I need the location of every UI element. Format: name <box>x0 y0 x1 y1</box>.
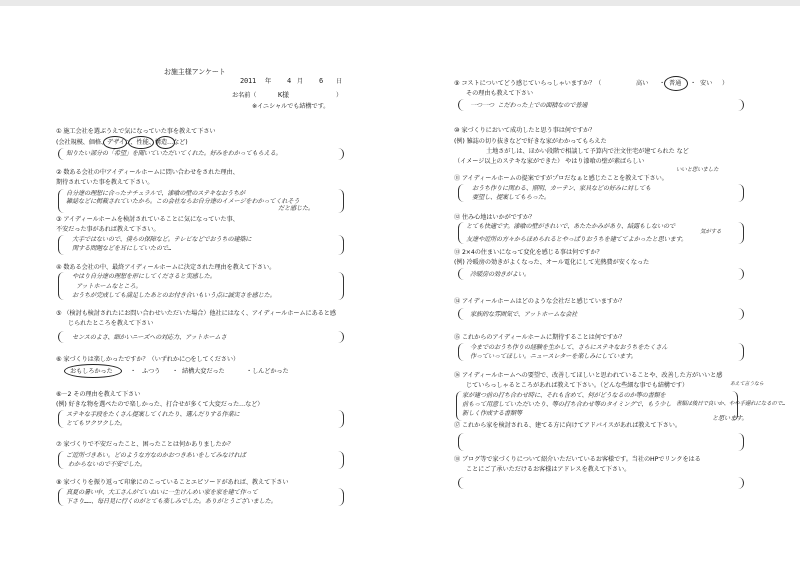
q13-answer: 冷暖房の効きがよい。 <box>470 271 530 278</box>
q6b-answer-line2: とてもワクワクした。 <box>66 420 126 427</box>
q14-answer: 家族的な雰囲気で、アットホームな会社 <box>470 311 578 318</box>
q7-answer-line1: ご近所づきあい。どのような方なのかおつきあいをしてみなければ <box>66 452 246 459</box>
q10-example3: （イメージ以上のステキな家ができた） やはり漆喰の壁が素ばらしい <box>454 158 645 165</box>
q6b-answer-line1: ステキな手段をたくさん提案してくれたり、選んだりする作業に <box>66 411 240 418</box>
q6-option-hard: 結構大変だった <box>182 368 225 375</box>
q9-option-cheap: 安い <box>700 80 713 87</box>
q8-answer-line1: 真夏の暑い中、大工さんがていねいに一生けんめい家を家を建て作って <box>66 489 258 496</box>
q1-options: (会社規模、価格、デザイン、性能、構造…など) <box>56 139 188 146</box>
q8-title: ⑧ 家づくりを振り返って印象にのこっていることエピソードがあれば、教えて下さい <box>56 479 289 486</box>
q6b-title: ⑥－2 その理由を教えて下さい <box>56 391 141 398</box>
q10-answer-note: いいと思いました <box>676 167 719 173</box>
q12-answer-line1: とても快適です。漆喰の壁がきれいで、あたたかみがあり、結露もしないので <box>466 223 675 230</box>
q2-subtitle: 期待されていた事を教えて下さい。 <box>56 179 154 186</box>
q9-subtitle: その理由も教えて下さい <box>466 90 533 97</box>
q9-sep2: ・ <box>690 80 697 87</box>
q11-answer-line1: おうち作りに関わる、照明、カーテン、家具などの好みに対しても <box>472 185 651 192</box>
q10-example: (例) 雑誌の切り抜きなどで好きな家がわかってもらえた <box>454 138 607 145</box>
q5-subtitle: じられたところを教えて下さい <box>68 320 154 327</box>
q3-answer-line2: 関する問題などを耳にしていたので… <box>72 245 172 252</box>
q3-title: ③ アイディールホームを検討されていることに気になっていた事、 <box>56 216 239 223</box>
q18-subtitle: ことにご了承いただけるお客様はアドレスを教えて下さい。 <box>466 466 631 473</box>
q11-title: ⑪ アイディールホームの提案ですがプロだなぁと感じたことを教えて下さい。 <box>454 175 668 182</box>
q8-answer-line2: 下さり……、毎日見に行くのがとても楽しみでした。ありがとうございました。 <box>66 498 277 505</box>
q12-title: ⑫ 住み心地はいかがですか？ <box>454 214 536 221</box>
date-month-unit: 月 <box>297 78 304 85</box>
q16-title: ⑯ アイディールホームへの要望で、改善してほしいと思われていることや、改善した方がいいと感 <box>454 372 723 379</box>
q2-title: ② 数ある会社の中アイディールホームに問い合わせをされた理由、 <box>56 169 239 176</box>
q6-sep2: ・ <box>172 368 179 375</box>
q16-answer-line3: 書類は後日で良いか、やや手遅れになるので… <box>676 401 786 407</box>
q2-answer-line1: 自分達の理想に合ったナチュラルで、漆喰の壁のステキなおうちが <box>66 190 246 197</box>
q10-title: ⑩ 家づくりにおいて成功したと思う事は何ですか？ <box>454 127 596 134</box>
name-label: お名前（ <box>232 92 257 99</box>
q13-example: (例) 冷暖房の効きがよくなった、オール電化にして光熱費が安くなった <box>454 259 650 266</box>
name-close: ） <box>336 92 343 99</box>
q15-answer-line2: 作っていってほしい。ニュースレターを楽しみにしています。 <box>470 353 637 360</box>
q6-circle-fun <box>64 364 122 378</box>
q10-example2: 土地さがしは、ほかい段階で相談して予算内で注文住宅が建てられた など <box>486 148 689 155</box>
q1-answer: 知りたい部分の「希望」を聞いていただいてくれた。好みをわかってもらえる。 <box>66 150 282 157</box>
q9-close: ） <box>722 80 729 87</box>
q3-answer-line1: 大手ではないので、僕らの保障など。テレビなどでおうちの建築に <box>72 236 252 243</box>
q6-option-normal: ふつう <box>142 368 161 375</box>
q4-answer-line3: おうちが完成しても満足したあとのお付き合いもいう点に誠実さを感じた。 <box>72 292 276 299</box>
q16-subtitle: じていらっしゃるところがあれば教えて下さい。（どんな些細な事でも結構です） <box>466 382 689 389</box>
q2-answer-line3: だと感じた。 <box>278 205 314 212</box>
q3-subtitle: 不安だった事があれば教えて下さい。 <box>56 226 160 233</box>
date-day: 6 <box>319 77 324 85</box>
q9-circle-normal <box>664 76 688 91</box>
date-month: 4 <box>287 77 292 85</box>
q12-answer-line2: 気がする <box>700 229 722 235</box>
q18-title: ⑱ ブログ等で家づくりについて紹介いただいているお客様です。当社のHPでリンクをはる <box>454 456 701 463</box>
q1-title: ① 施工会社を選ぶうえで気になっていた事を教えて下さい <box>56 128 216 135</box>
q16-answer-line1: 家が建つ前の打ち合わせ時に、それも含めて、何がどうなるのか等の書類を <box>462 392 666 399</box>
q7-answer-line2: わからないので不安でした。 <box>68 461 146 468</box>
q9-answer: 一つ一つ こだわった上での面積なので普通 <box>470 102 588 109</box>
q18-answer-box <box>458 477 744 489</box>
q9-sep1: ・ <box>659 80 666 87</box>
q15-answer-line1: 今までのおうち作りの経験を生かして、さらにステキなおうちをたくさん <box>470 344 668 351</box>
q5-title: ⑤ （検討も検討されたにお問い合わせいただいた場合）他社にはなく、アイディールホームにあると感 <box>56 310 336 317</box>
q17-answer-box <box>458 433 744 451</box>
q14-title: ⑭ アイディールホームはどのような会社だと感じていますか？ <box>454 298 626 305</box>
q12-answer-line3: 友達や近所の方々からほめられるとやっぱりおうちを建ててよかったと思います。 <box>466 236 688 243</box>
q11-answer-line2: 要望し、提案してもらった。 <box>472 194 550 201</box>
q7-title: ⑦ 家づくりで不安だったこと、困ったことは何かありましたか？ <box>56 441 234 448</box>
q17-title: ⑰ これから家を検討される、建てる方に向けてアドバイスがあれば教えて下さい。 <box>454 422 681 429</box>
name-value: K様 <box>278 91 289 99</box>
q16-answer-line4: 新しく作成する書類等 <box>462 410 522 417</box>
date-year-unit: 年 <box>265 78 272 85</box>
q9-title: ⑨ コストについてどう感じていらっしゃいますか？（ <box>454 80 602 87</box>
q9-option-normal: 普通 <box>669 80 682 87</box>
q4-title: ④ 数ある会社の中、最終アイディールホームに決定された理由を教えて下さい。 <box>56 264 276 271</box>
form-title: お施主様アンケート <box>164 68 226 76</box>
q5-answer: センスのよさ、細かいニーズへの対応力、アットホームさ <box>72 334 227 341</box>
q2-answer-line2: 雑誌などに掲載されていたから。この会社ならお自分達のイメージをわかってくれそう <box>66 198 300 205</box>
initial-note: ※イニシャルでも結構です。 <box>252 103 330 110</box>
q16-answer-line2: 前もって用意していただいたり、等の打ち合わせ等のタイミングで、もう少し <box>462 401 672 408</box>
q6-title: ⑥ 家づくりは楽しかったですか？（いずれかに○をしてください） <box>56 356 240 363</box>
q16-answer-line5: と思います。 <box>712 415 748 422</box>
q13-title: ⑬ 2×4の住まいになって変化を感じる事は何ですか？ <box>454 249 603 256</box>
q6-option-tough: ・しんどかった <box>246 368 289 375</box>
q4-answer-line2: アットホームなところ。 <box>76 283 142 290</box>
q4-answer-line1: やはり自分達の理想を形にしてくださると実感した。 <box>72 273 216 280</box>
q15-title: ⑮ これからのアイディールホームに期待することは何ですか？ <box>454 334 626 341</box>
q16-margin-note: あえて言うなら <box>730 381 764 387</box>
date-day-unit: 日 <box>336 78 343 85</box>
q9-option-high: 高い <box>636 80 649 87</box>
q6-option-fun: おもしろかった <box>70 368 113 375</box>
q6b-example: (例) 好きな物を選べたので楽しかった、打合せが多くて大変だった…など） <box>56 401 264 408</box>
date-year: 2011 <box>240 77 257 85</box>
q6-sep1: ・ <box>130 368 137 375</box>
